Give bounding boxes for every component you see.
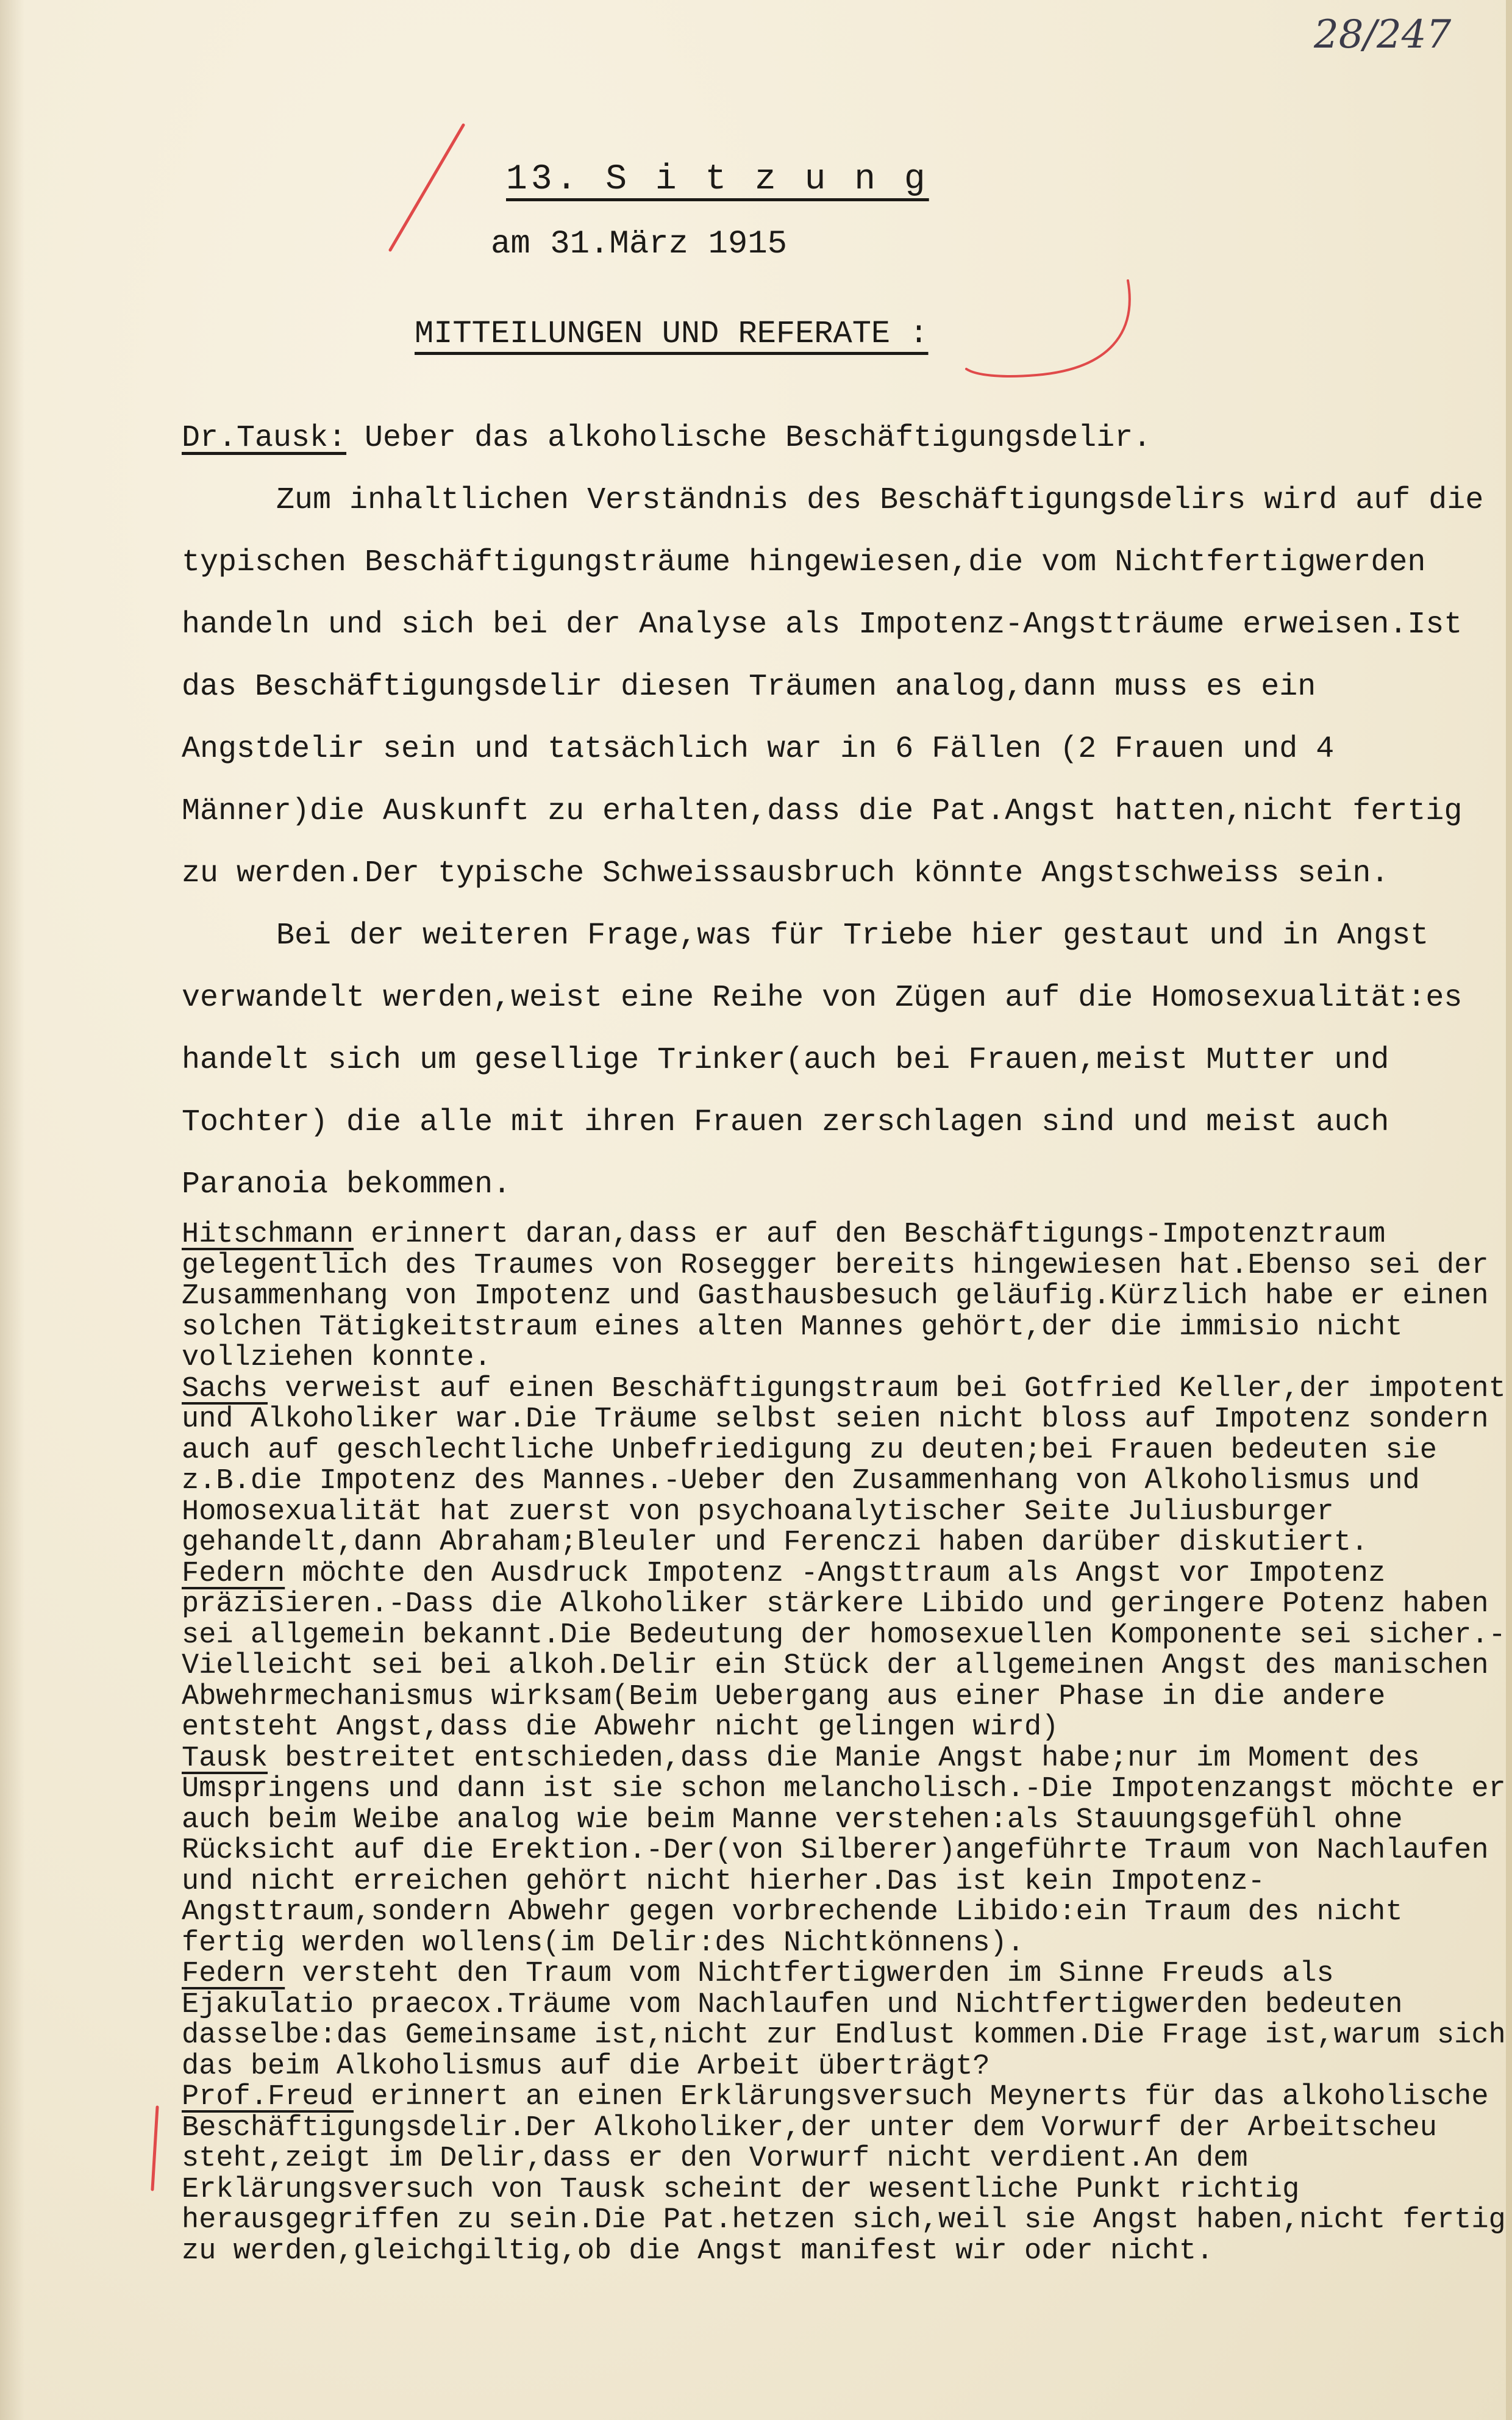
session-heading: 13. S i t z u n g [506,160,929,199]
discussion-block [182,1220,1511,2267]
discussion-text: erinnert daran,dass er auf den Beschäftigungs-Impotenztraum gelegentlich des Traumes von Rosegger bereits hingewiesen hat.Ebenso sei der Zusammenhang von Impotenz und Gasthausbesuch geläufig.Kürzlich habe er einen solchen Tätigkeitstraum eines alten Mannes gehört,der die immisio nicht vollziehen konnte. [182,1219,1489,1374]
red-margin-line [146,2104,165,2196]
red-pencil-curve [963,277,1146,393]
discussion-speaker: Federn [182,1958,285,1990]
discussion-text: möchte den Ausdruck Impotenz -Angsttraum als Angst vor Impotenz präzisieren.-Dass die Alkoholiker stärkere Libido und geringere Potenz haben sei allgemein bekannt.Die Bedeutung der homosexuellen Komponente sei sicher.-Vielleicht sei bei alkoh.Delir ein Stück der allgemeinen Angst des manischen Abwehrmechanismus wirksam(Beim Uebergang aus einer Phase in die andere entsteht Angst,dass die Abwehr nicht gelingen wird) [182,1557,1506,1744]
discussion-text: versteht den Traum vom Nichtfertigwerden im Sinne Freuds als Ejakulatio praecox.Träume vom Nachlaufen und Nichtfertigwerden bedeuten dasselbe:das Gemeinsame ist,nicht zur Endlust kommen.Die Frage ist,warum sich das beim Alkoholismus auf die Arbeit überträgt? [182,1958,1506,2083]
discussion-speaker: Federn [182,1557,285,1590]
discussion-speaker: Prof.Freud [182,2081,354,2113]
discussion-text: bestreitet entschieden,dass die Manie Angst habe;nur im Moment des Umspringens und dann ist sie schon melancholisch.-Die Impotenzangst möchte er auch beim Weibe analog wie beim Manne verstehen:als Stauungsgefühl ohne Rücksicht auf die Erektion.-Der(von Silberer)angeführte Traum von Nachlaufen und nicht erreichen gehört nicht hierher.Das ist kein Impotenz-Angsttraum,sondern Abwehr gegen vorbrechende Libido:ein Traum des nicht fertig werden wollens(im Delir:des Nichtkönnens). [182,1742,1506,1960]
discussion-speaker: Tausk [182,1742,268,1775]
lecture-speaker: Dr.Tausk: [182,421,347,456]
session-date: am 31.März 1915 [491,226,788,263]
lecture-title-line [182,407,1505,470]
discussion-speaker: Sachs [182,1372,268,1405]
section-heading: MITTEILUNGEN UND REFERATE : [415,316,929,352]
archive-number: 28/247 [1314,12,1452,57]
lecture-title: Ueber das alkoholische Beschäftigungsdelir. [346,421,1152,456]
lecture-block [182,407,1505,1216]
red-pencil-stroke-top [384,122,469,256]
discussion-text: verweist auf einen Beschäftigungstraum bei Gotfried Keller,der impotent und Alkoholiker war.Die Träume selbst seien nicht bloss auf Impotenz sondern auch auf geschlechtliche Unbefriedigung zu deuten;bei Frauen bedeuten sie z.B.die Impotenz des Mannes.-Ueber den Zusammenhang von Alkoholismus und Homosexualität hat zuerst von psychoanalytischer Seite Juliusburger gehandelt,dann Abraham;Bleuler und Ferenczi haben darüber diskutiert. [182,1372,1506,1559]
discussion-speaker: Hitschmann [182,1219,354,1251]
discussion-entry [182,1374,1511,1559]
discussion-entry [182,2082,1511,2267]
page-shadow [0,0,24,2420]
discussion-entry [182,1959,1511,2082]
discussion-text: erinnert an einen Erklärungsversuch Meynerts für das alkoholische Beschäftigungsdelir.Der Alkoholiker,der unter dem Vorwurf der Arbeitscheu steht,zeigt im Delir,dass er den Vorwurf nicht verdient.An dem Erklärungsversuch von Tausk scheint der wesentliche Punkt richtig herausgegriffen zu sein.Die Pat.hetzen sich,weil sie Angst haben,nicht fertig zu werden,gleichgiltig,ob die Angst manifest wir oder nicht. [182,2081,1506,2268]
discussion-entry [182,1744,1511,1960]
lecture-paragraph-1: Zum inhaltlichen Verständnis des Beschäftigungsdelirs wird auf die typischen Beschäftigungsträume hingewiesen,die vom Nichtfertigwerden handeln und sich bei der Analyse als Impotenz-Angstträume erweisen.Ist das Beschäftigungsdelir diesen Träumen analog,dann muss es ein Angstdelir sein und tatsächlich war in 6 Fällen (2 Frauen und 4 Männer)die Auskunft zu erhalten,dass die Pat.Angst hatten,nicht fertig zu werden.Der typische Schweissausbruch könnte Angstschweiss sein. [182,483,1484,891]
discussion-entry [182,1559,1511,1744]
lecture-paragraph-2: Bei der weiteren Frage,was für Triebe hier gestaut und in Angst verwandelt werden,weist eine Reihe von Zügen auf die Homosexualität:es handelt sich um gesellige Trinker(auch bei Frauen,meist Mutter und Tochter) die alle mit ihren Frauen zerschlagen sind und meist auch Paranoia bekommen. [182,918,1463,1202]
discussion-entry [182,1220,1511,1374]
